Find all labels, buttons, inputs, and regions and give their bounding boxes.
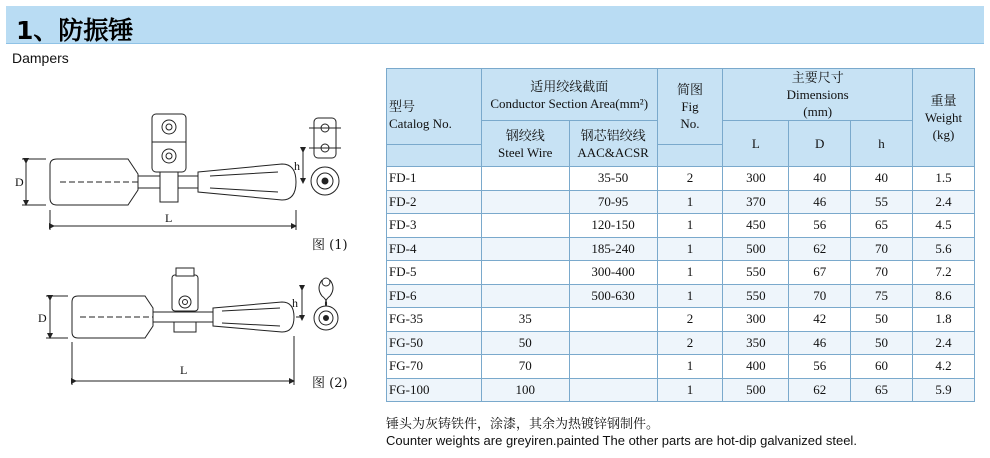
header-catalog-en: Catalog No. [389, 116, 452, 131]
damper-spec-table [386, 68, 975, 402]
figure-2-drawing [46, 268, 338, 385]
cell-d: 62 [789, 378, 851, 402]
cell-d: 62 [789, 237, 851, 261]
table-row [387, 214, 975, 238]
cell-model: FD-4 [387, 237, 482, 261]
cell-model: FD-6 [387, 284, 482, 308]
cell-d: 40 [789, 167, 851, 191]
cell-d: 56 [789, 214, 851, 238]
cell-steel [481, 284, 569, 308]
header-dim-cn: 主要尺寸 [791, 70, 844, 85]
header-section [481, 69, 657, 121]
cell-d: 46 [789, 331, 851, 355]
cell-steel: 35 [481, 308, 569, 332]
table-row [387, 190, 975, 214]
cell-aac: 70-95 [569, 190, 657, 214]
header-aac-en: AAC&ACSR [577, 144, 649, 160]
cell-d: 67 [789, 261, 851, 285]
figure-2-label: 图 (2) [312, 376, 348, 391]
cell-fig: 1 [657, 284, 723, 308]
fig1-dim-l: L [165, 211, 173, 225]
cell-fig: 1 [657, 190, 723, 214]
cell-model: FG-50 [387, 331, 482, 355]
header-catalog [387, 69, 482, 145]
cell-model: FG-100 [387, 378, 482, 402]
cell-aac [569, 331, 657, 355]
header-bar [6, 6, 984, 44]
cell-l: 450 [723, 214, 789, 238]
cell-aac: 185-240 [569, 237, 657, 261]
cell-fig: 2 [657, 308, 723, 332]
cell-steel: 100 [481, 378, 569, 402]
cell-w: 7.2 [912, 261, 974, 285]
cell-model: FD-5 [387, 261, 482, 285]
header-aac [569, 121, 657, 167]
cell-aac [569, 355, 657, 379]
cell-steel [481, 261, 569, 285]
cell-w: 5.9 [912, 378, 974, 402]
header-fig-cn: 简图 [676, 82, 703, 97]
cell-model: FD-1 [387, 167, 482, 191]
cell-l: 300 [723, 308, 789, 332]
cell-h: 65 [851, 214, 913, 238]
cell-w: 8.6 [912, 284, 974, 308]
header-section-en: Conductor Section Area(mm²) [490, 95, 649, 111]
cell-l: 500 [723, 237, 789, 261]
cell-aac [569, 308, 657, 332]
fig2-dim-h: h [292, 296, 298, 310]
cell-l: 370 [723, 190, 789, 214]
cell-fig: 2 [657, 331, 723, 355]
table-row [387, 308, 975, 332]
spec-table-body [387, 167, 975, 402]
fig1-dim-h: h [294, 159, 300, 173]
table-row [387, 355, 975, 379]
cell-h: 55 [851, 190, 913, 214]
fig1-dim-d: D [15, 175, 24, 189]
cell-l: 500 [723, 378, 789, 402]
header-weight-en: Weight [924, 110, 963, 125]
cell-model: FD-3 [387, 214, 482, 238]
cell-h: 50 [851, 331, 913, 355]
header-col-d: D [789, 121, 851, 167]
cell-d: 56 [789, 355, 851, 379]
cell-fig: 1 [657, 214, 723, 238]
cell-steel [481, 214, 569, 238]
cell-w: 1.8 [912, 308, 974, 332]
header-weight-unit: (kg) [932, 127, 955, 142]
header-dim-unit: (mm) [803, 104, 833, 119]
header-section-cn: 适用绞线截面 [530, 78, 609, 94]
cell-d: 46 [789, 190, 851, 214]
cell-fig: 1 [657, 237, 723, 261]
header-col-h: h [851, 121, 913, 167]
cell-model: FG-35 [387, 308, 482, 332]
cell-fig: 1 [657, 378, 723, 402]
header-steel-cn: 钢绞线 [505, 127, 545, 143]
page-subtitle: Dampers [12, 50, 69, 66]
cell-w: 5.6 [912, 237, 974, 261]
page-title: 1、防振锤 [16, 16, 134, 45]
cell-h: 60 [851, 355, 913, 379]
cell-steel [481, 237, 569, 261]
cell-h: 70 [851, 237, 913, 261]
cell-fig: 2 [657, 167, 723, 191]
cell-w: 2.4 [912, 331, 974, 355]
cell-steel: 70 [481, 355, 569, 379]
cell-l: 400 [723, 355, 789, 379]
cell-aac [569, 378, 657, 402]
cell-h: 70 [851, 261, 913, 285]
cell-model: FD-2 [387, 190, 482, 214]
table-row [387, 167, 975, 191]
header-dimensions [723, 69, 913, 121]
cell-w: 1.5 [912, 167, 974, 191]
fig2-dim-d: D [38, 311, 47, 325]
cell-h: 75 [851, 284, 913, 308]
figure-1-label: 图 (1) [312, 238, 348, 253]
header-fig-en2: No. [680, 116, 700, 131]
cell-h: 40 [851, 167, 913, 191]
note-english: Counter weights are greyiren.painted The other parts are hot-dip galvanized steel. [386, 433, 857, 448]
cell-steel [481, 190, 569, 214]
cell-aac: 500-630 [569, 284, 657, 308]
header-weight-cn: 重量 [930, 93, 957, 108]
cell-aac: 35-50 [569, 167, 657, 191]
note-chinese: 锤头为灰铸铁件，涂漆，其余为热镀锌钢制件。 [386, 417, 660, 432]
header-fig-en1: Fig [681, 99, 699, 114]
header-steel [481, 121, 569, 167]
table-row [387, 331, 975, 355]
table-row [387, 261, 975, 285]
cell-h: 50 [851, 308, 913, 332]
cell-d: 42 [789, 308, 851, 332]
cell-l: 300 [723, 167, 789, 191]
header-aac-cn: 钢芯铝绞线 [580, 127, 646, 143]
fig2-dim-l: L [180, 363, 188, 377]
table-row [387, 378, 975, 402]
header-catalog-spacer [387, 145, 482, 167]
cell-d: 70 [789, 284, 851, 308]
cell-l: 550 [723, 261, 789, 285]
cell-w: 4.5 [912, 214, 974, 238]
cell-steel: 50 [481, 331, 569, 355]
cell-w: 4.2 [912, 355, 974, 379]
header-catalog-cn: 型号 [389, 99, 416, 114]
cell-aac: 120-150 [569, 214, 657, 238]
table-row [387, 237, 975, 261]
cell-l: 350 [723, 331, 789, 355]
cell-model: FG-70 [387, 355, 482, 379]
table-row [387, 284, 975, 308]
technical-drawings [0, 70, 380, 400]
header-fig [657, 69, 723, 145]
cell-steel [481, 167, 569, 191]
cell-l: 550 [723, 284, 789, 308]
header-fig-spacer [657, 145, 723, 167]
header-dim-en: Dimensions [786, 87, 849, 102]
cell-h: 65 [851, 378, 913, 402]
cell-fig: 1 [657, 261, 723, 285]
header-col-l: L [723, 121, 789, 167]
header-weight [912, 69, 974, 167]
cell-aac: 300-400 [569, 261, 657, 285]
cell-fig: 1 [657, 355, 723, 379]
cell-w: 2.4 [912, 190, 974, 214]
header-steel-en: Steel Wire [497, 144, 553, 160]
